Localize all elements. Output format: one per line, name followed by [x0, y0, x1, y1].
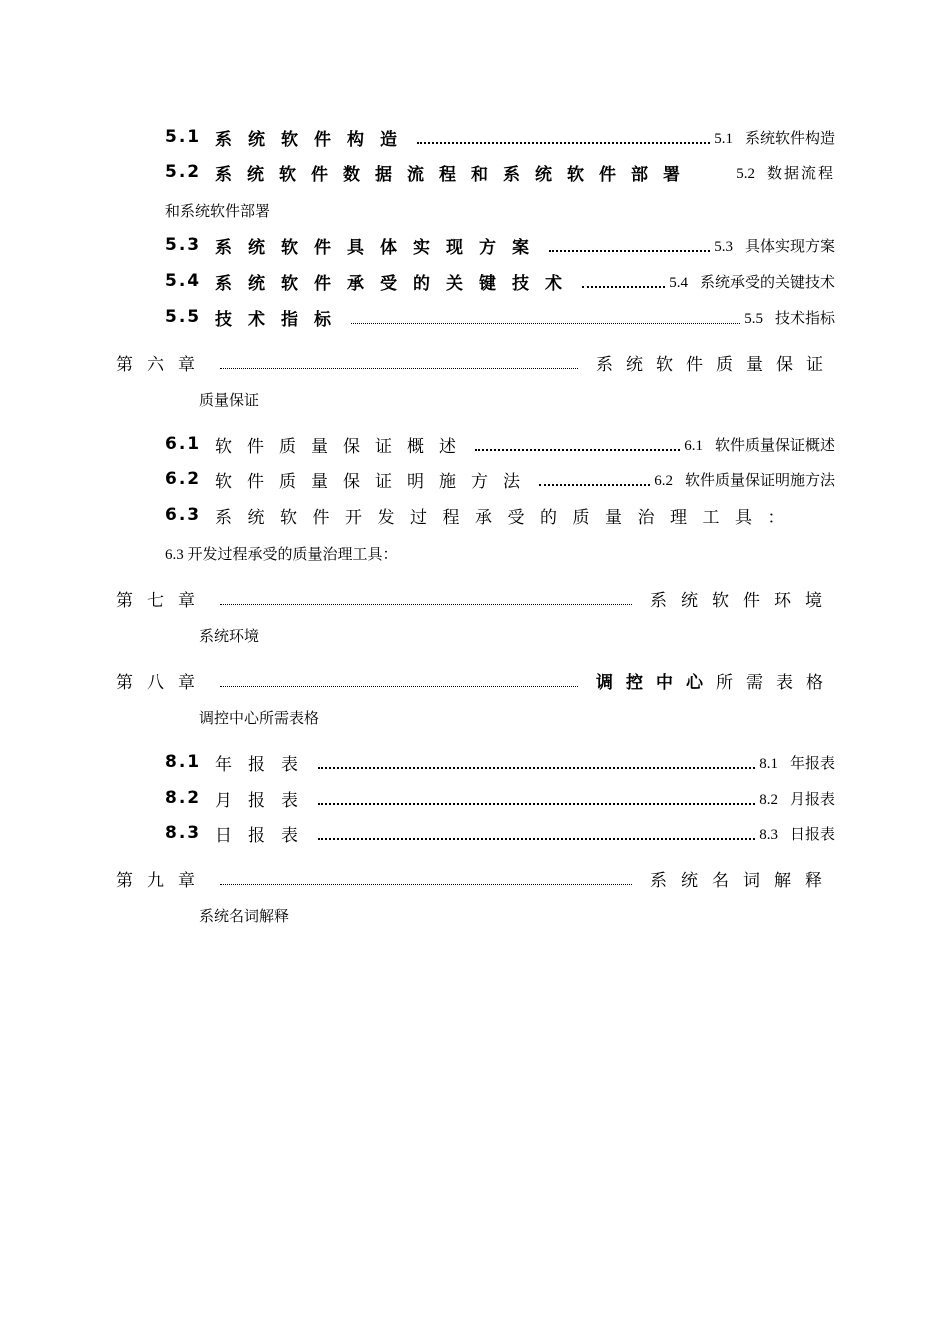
- toc-entry-8-1[interactable]: [165, 747, 835, 777]
- toc-entry-8-3[interactable]: [165, 818, 835, 848]
- entry-continuation: 和系统软件部署: [165, 204, 271, 220]
- entry-page-ref: 5.4 系统承受的关键技术: [669, 274, 835, 291]
- dot-leader: [220, 368, 578, 369]
- chapter-title: 系统名词解释: [650, 870, 836, 891]
- toc-entry-6-2[interactable]: [165, 464, 835, 494]
- entry-number: 6.1: [165, 434, 202, 454]
- entry-number: 5.1: [165, 127, 202, 147]
- dot-leader: [549, 250, 710, 252]
- entry-page-ref: 5.2 数据流程: [736, 165, 835, 182]
- toc-entry-5-4[interactable]: [165, 266, 835, 296]
- entry-page-ref: 8.3 日报表: [759, 826, 835, 843]
- entry-number: 6.2: [165, 469, 202, 489]
- toc-entry-8-2[interactable]: [165, 783, 835, 813]
- toc-entry-5-2[interactable]: [165, 157, 835, 187]
- dot-leader: [220, 686, 578, 687]
- entry-number: 6.3: [165, 505, 202, 525]
- dot-leader: [220, 884, 632, 885]
- entry-label: 技术指标: [215, 309, 347, 330]
- toc-entry-5-1[interactable]: [165, 122, 835, 152]
- toc-chapter-8[interactable]: [116, 665, 836, 695]
- chapter-subtitle: 系统环境: [199, 629, 260, 645]
- entry-number: 8.3: [165, 823, 202, 843]
- entry-number: 5.5: [165, 307, 202, 327]
- entry-page-ref: 5.5 技术指标: [744, 310, 835, 327]
- entry-page-ref: 6.1 软件质量保证概述: [684, 437, 835, 454]
- entry-number: 5.4: [165, 271, 202, 291]
- toc-chapter-9[interactable]: [116, 863, 836, 893]
- dot-leader: [318, 803, 755, 805]
- chapter-number: 第七章: [116, 590, 209, 611]
- chapter-number: 第六章: [116, 354, 209, 375]
- chapter-number: 第九章: [116, 870, 209, 891]
- dot-leader: [582, 286, 665, 288]
- chapter-subtitle: 质量保证: [199, 393, 260, 409]
- entry-page-ref: 6.2 软件质量保证明施方法: [654, 472, 835, 489]
- chapter-number: 第八章: [116, 672, 209, 693]
- entry-label: 日报表: [215, 825, 314, 846]
- entry-label: 系统软件承受的关键技术: [215, 273, 578, 294]
- entry-number: 8.1: [165, 752, 202, 772]
- dot-leader: [417, 142, 710, 144]
- entry-label: 软件质量保证明施方法: [215, 471, 535, 492]
- chapter-title: 调控中心所需表格: [596, 672, 836, 693]
- entry-label: 软件质量保证概述: [215, 436, 471, 457]
- toc-entry-5-5[interactable]: [165, 302, 835, 332]
- toc-chapter-6[interactable]: [116, 347, 836, 377]
- entry-label: 系统软件数据流程和系统软件部署: [215, 164, 695, 185]
- entry-label: 系统软件具体实现方案: [215, 237, 545, 258]
- entry-number: 5.3: [165, 235, 202, 255]
- dot-leader: [318, 838, 755, 840]
- entry-number: 5.2: [165, 162, 202, 182]
- chapter-title: 系统软件质量保证: [596, 354, 836, 375]
- toc-entry-6-3[interactable]: [165, 500, 835, 530]
- entry-page-ref: 8.1 年报表: [759, 755, 835, 772]
- entry-label: 年报表: [215, 754, 314, 775]
- entry-number: 8.2: [165, 788, 202, 808]
- entry-page-ref: 5.1 系统软件构造: [714, 130, 835, 147]
- dot-leader: [475, 449, 680, 451]
- entry-label: 系统软件开发过程承受的质量治理工具：: [215, 507, 800, 528]
- chapter-subtitle: 系统名词解释: [199, 909, 290, 925]
- dot-leader: [220, 604, 632, 605]
- toc-chapter-7[interactable]: [116, 583, 836, 613]
- entry-label: 系统软件构造: [215, 129, 413, 150]
- toc-entry-5-3[interactable]: [165, 230, 835, 260]
- dot-leader: [539, 484, 650, 486]
- chapter-title: 系统软件环境: [650, 590, 836, 611]
- entry-page-ref: 5.3 具体实现方案: [714, 238, 835, 255]
- entry-page-ref: 8.2 月报表: [759, 791, 835, 808]
- entry-continuation: 6.3 开发过程承受的质量治理工具：: [165, 547, 398, 563]
- entry-label: 月报表: [215, 790, 314, 811]
- toc-entry-6-1[interactable]: [165, 429, 835, 459]
- chapter-subtitle: 调控中心所需表格: [199, 711, 320, 727]
- dot-leader: [318, 767, 755, 769]
- dot-leader: [351, 323, 740, 324]
